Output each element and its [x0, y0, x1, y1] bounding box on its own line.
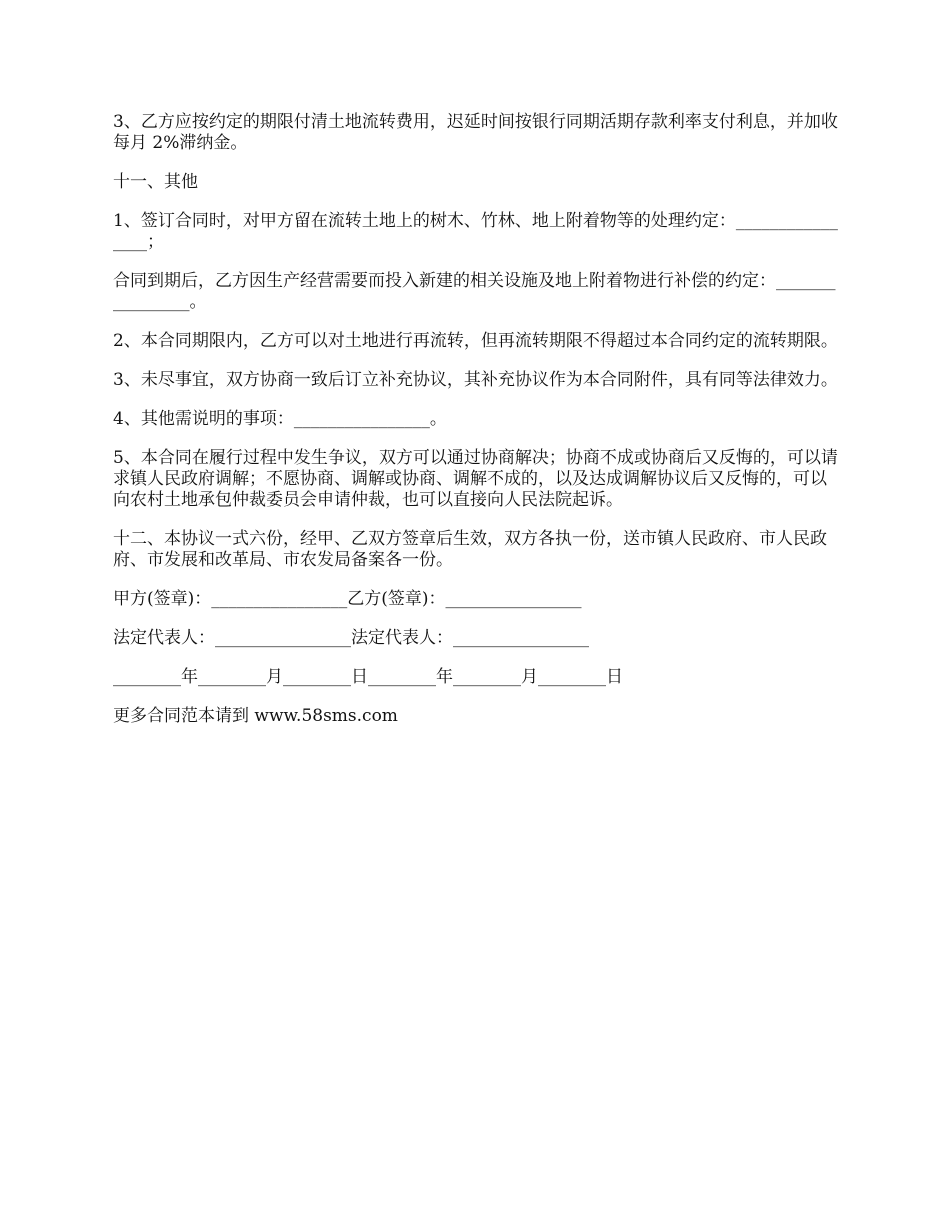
footer-more-contracts: 更多合同范本请到 www.58sms.com — [113, 706, 398, 726]
legal-representative-line: 法定代表人：________________法定代表人：________________ — [113, 628, 589, 648]
clause-expiry-compensation: 合同到期后，乙方因生产经营需要而投入新建的相关设施及地上附着物进行补偿的约定：________________。 — [113, 271, 836, 312]
clause-dispute-resolution: 5、本合同在履行过程中发生争议，双方可以通过协商解决；协商不成或协商后又反悔的，可以请求镇人民政府调解；不愿协商、调解或协商、调解不成的，以及达成调解协议后又反悔的，可以向农村土地承包仲裁委员会申请仲裁，也可以直接向人民法院起诉。 — [113, 448, 838, 510]
section-heading-other: 十一、其他 — [113, 172, 198, 192]
document-page — [113, 112, 841, 745]
clause-re-transfer: 2、本合同期限内，乙方可以对土地进行再流转，但再流转期限不得超过本合同约定的流转期限。 — [113, 331, 838, 351]
signature-line: 甲方(签章)：________________乙方(签章)：________________ — [113, 589, 582, 609]
clause-supplementary-agreement: 3、未尽事宜，双方协商一致后订立补充协议，其补充协议作为本合同附件，具有同等法律效力。 — [113, 370, 838, 390]
clause-late-payment: 3、乙方应按约定的期限付清土地流转费用，迟延时间按银行同期活期存款利率支付利息，并加收每月 2%滞纳金。 — [113, 112, 838, 153]
clause-attachments-disposal: 1、签订合同时，对甲方留在流转土地上的树木、竹林、地上附着物等的处理约定：________________； — [113, 211, 838, 252]
date-line: ________年________月________日________年________月________日 — [113, 667, 623, 687]
clause-copies: 十二、本协议一式六份，经甲、乙双方签章后生效，双方各执一份，送市镇人民政府、市人民政府、市发展和改革局、市农发局备案各一份。 — [113, 529, 827, 570]
clause-other-matters: 4、其他需说明的事项：________________。 — [113, 409, 447, 429]
